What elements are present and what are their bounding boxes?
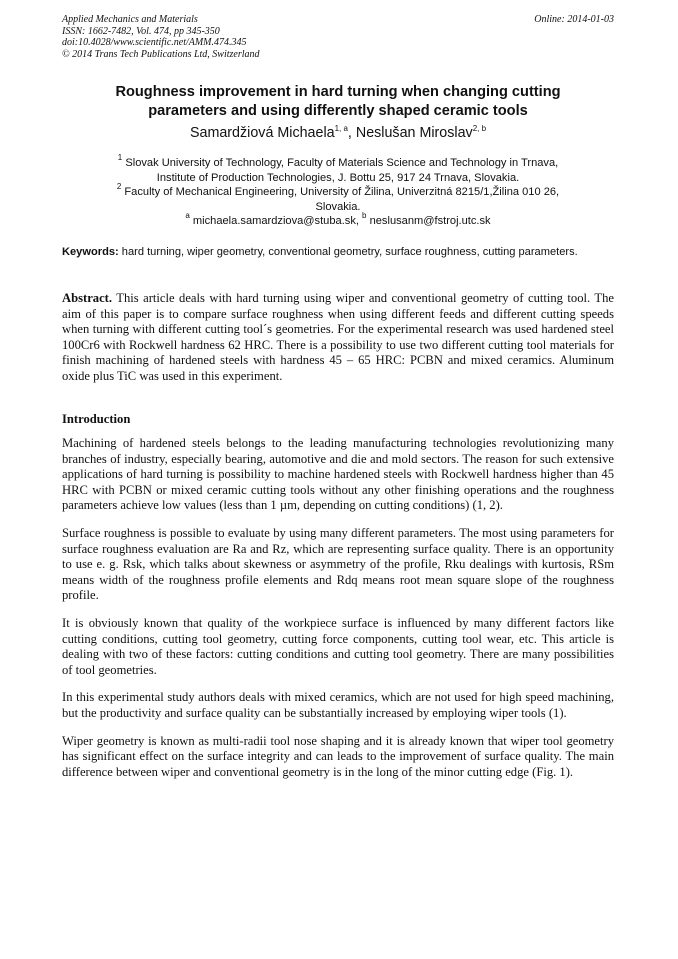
affiliation-2-text: Faculty of Mechanical Engineering, University of Žilina, Univerzitná 8215/1,Žilina 010 26,	[124, 186, 560, 199]
email-b[interactable]: neslusanm@fstroj.utc.sk	[369, 215, 491, 228]
title-line-1: Roughness improvement in hard turning when changing cutting	[115, 84, 561, 100]
paragraph: In this experimental study authors deals with mixed ceramics, which are not used for high speed machining, but the productivity and surface quality can be substantially increased by employing wiper tools (1).	[62, 690, 614, 720]
paper-title	[62, 83, 614, 121]
email-a[interactable]: michaela.samardziova@stuba.sk	[192, 215, 356, 228]
journal-name: Applied Mechanics and Materials	[62, 14, 198, 25]
journal-header	[62, 14, 614, 60]
affiliation-1-number: 1	[117, 153, 123, 162]
author-1-affiliation: 1, a	[334, 124, 348, 133]
affiliation-1-line-1	[62, 153, 614, 171]
affiliation-1-line-2: Institute of Production Technologies, J. Bottu 25, 917 24 Trnava, Slovakia.	[156, 171, 520, 184]
email-separator: ,	[355, 215, 363, 228]
keywords-label: Keywords:	[62, 246, 119, 258]
paragraph: Machining of hardened steels belongs to the leading manufacturing technologies revolutionizing many branches of industry, especially bearing, automotive and die and mold sectors. The reason for such extensive applications of hard turning is possibility to machine hardened steels with Rockwell hardness higher than 45 HRC with PCBN or mixed ceramic cutting tools without any other finishing operations and the roughness parameters achieve low values (less than 1 µm, depending on cutting conditions) (1, 2).	[62, 436, 614, 513]
email-a-marker: a	[185, 211, 190, 221]
affiliation-2-line-2: Slovakia.	[315, 200, 361, 213]
title-line-2: parameters and using differently shaped ceramic tools	[148, 103, 528, 119]
keywords-text: hard turning, wiper geometry, conventional geometry, surface roughness, cutting parameters.	[118, 246, 578, 258]
copyright-line: © 2014 Trans Tech Publications Ltd, Switzerland	[62, 48, 260, 60]
affiliation-2-line-1	[62, 182, 614, 200]
paragraph: It is obviously known that quality of the workpiece surface is influenced by many different factors like cutting conditions, cutting tool geometry, cutting force components, cutting tool wear, etc. This article is dealing with two of these factors: cutting conditions and cutting tool geometry. There are many possibilities of tool geometries.	[62, 615, 614, 677]
affiliations	[62, 153, 614, 229]
author-1: Samardžiová Michaela	[189, 125, 335, 141]
introduction-heading: Introduction	[62, 412, 131, 426]
author-2-affiliation: 2, b	[472, 124, 487, 133]
author-2: Neslušan Miroslav	[355, 125, 473, 141]
author-list	[62, 124, 614, 142]
introduction-body	[62, 436, 614, 792]
paragraph: Wiper geometry is known as multi-radii tool nose shaping and it is already known that wiper tool geometry has significant effect on the surface integrity and can leads to the improvement of surface quality. The main difference between wiper and conventional geometry is in the long of the minor cutting edge (Fig. 1).	[62, 733, 614, 779]
doi-line: doi:10.4028/www.scientific.net/AMM.474.345	[62, 37, 247, 48]
paragraph: Surface roughness is possible to evaluate by using many different parameters. The most using parameters for surface roughness evaluation are Ra and Rz, which are representing surface quality. There is an opportunity to use e. g. Rsk, which talks about skewness or asymmetry of the profile, Rku dealings with kurtosis, RSm means width of the roughness profile elements and Rdq means root mean square slope of the roughness profile.	[62, 525, 614, 603]
keywords-section	[62, 245, 614, 260]
email-line	[62, 211, 614, 229]
abstract-label: Abstract.	[62, 291, 113, 305]
abstract-section	[62, 291, 614, 385]
affiliation-2-number: 2	[116, 182, 122, 192]
issn-line: ISSN: 1662-7482, Vol. 474, pp 345-350	[62, 25, 220, 37]
email-b-marker: b	[362, 211, 367, 221]
author-separator: ,	[347, 125, 356, 141]
abstract-text: This article deals with hard turning using wiper and conventional geometry of cutting tool. The aim of this paper is to compare surface roughness when using different feeds and different cutting speeds when turning with different cutting tool´s geometries. For the experimental research was used hardened steel 100Cr6 with Rockwell hardness 62 HRC. There is a possibility to use two different cutting tool materials for finish machining of hardened steels with hardness 45 – 65 HRC: PCBN and mixed ceramics. Aluminum oxide plus TiC was used in this experiment.	[62, 291, 614, 383]
online-date: Online: 2014-01-03	[534, 14, 614, 25]
affiliation-1-text: Slovak University of Technology, Faculty of Materials Science and Technology in Trnava,	[125, 157, 559, 169]
